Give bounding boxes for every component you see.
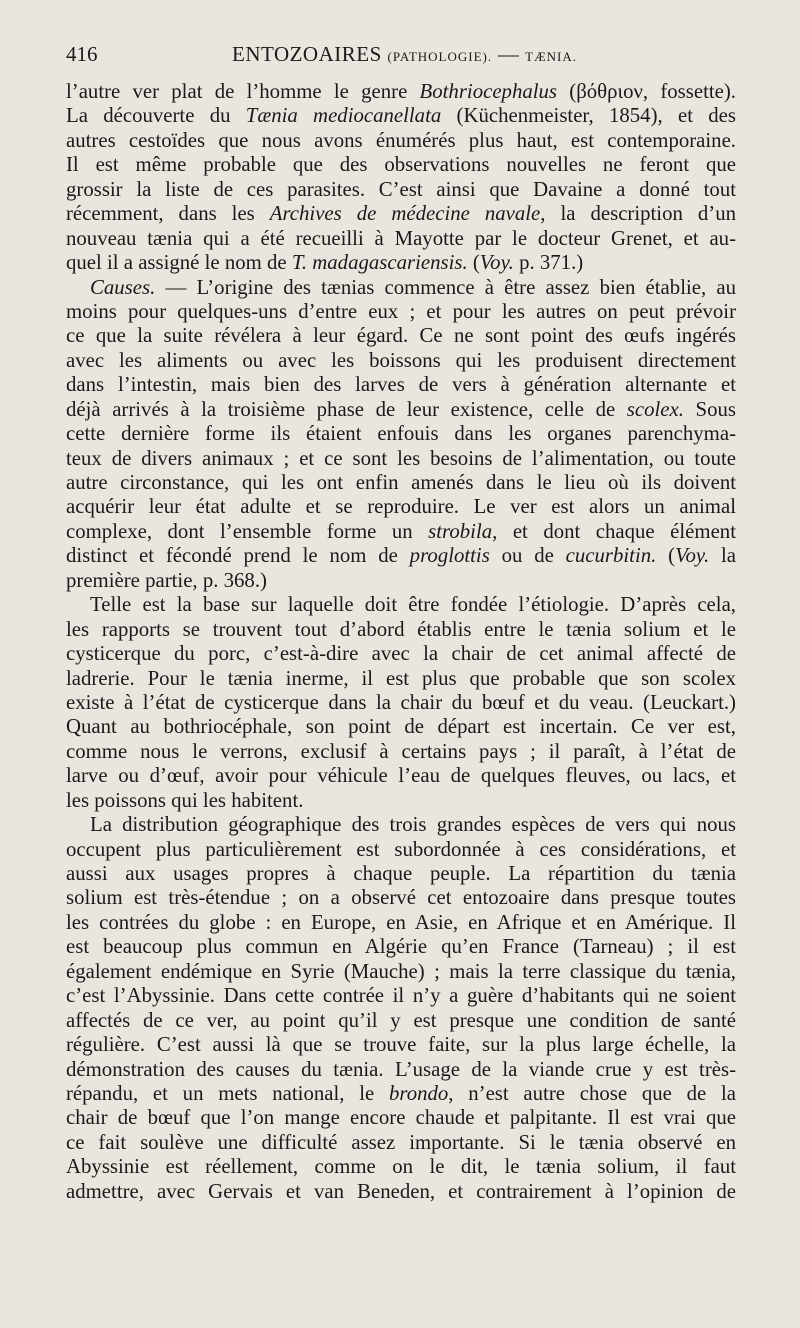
italic-run: Voy. xyxy=(675,544,710,568)
text-run: la xyxy=(709,544,736,568)
text-line xyxy=(66,1180,736,1204)
text-run: solium est très-étendue ; on a observé cet entozoaire dans presque toutes xyxy=(66,886,736,910)
text-line xyxy=(66,495,736,519)
text-run: cette dernière forme ils étaient enfouis dans les organes parenchyma- xyxy=(66,422,736,446)
text-line xyxy=(66,153,736,177)
text-line xyxy=(66,715,736,739)
text-run: moins pour quelques-uns d’entre eux ; et pour les autres on peut prévoir xyxy=(66,299,736,323)
text-line xyxy=(66,300,736,324)
text-line xyxy=(66,422,736,446)
italic-run: Tænia mediocanellata xyxy=(245,104,442,128)
text-line xyxy=(66,398,736,422)
text-run: distinct et fécondé prend le nom de xyxy=(66,544,410,568)
text-line xyxy=(66,691,736,715)
text-run: dans l’intestin, mais bien des larves de vers à génération alternante et xyxy=(66,373,736,397)
text-line xyxy=(66,80,736,104)
text-run: — L’origine des tænias commence à être assez bien établie, au xyxy=(155,275,736,299)
text-line xyxy=(66,447,736,471)
text-run: régulière. C’est aussi là que se trouve faite, sur la plus large échelle, la xyxy=(66,1033,736,1057)
text-line xyxy=(66,642,736,666)
text-line xyxy=(66,886,736,910)
body-text xyxy=(66,80,736,1204)
text-run: les rapports se trouvent tout d’abord établis entre le tænia solium et le xyxy=(66,617,736,641)
italic-run: proglottis xyxy=(409,544,490,568)
italic-run: strobila xyxy=(428,519,493,543)
text-line xyxy=(66,324,736,348)
text-run: ou de xyxy=(489,544,566,568)
italic-run: Archives de médecine navale xyxy=(269,202,541,226)
text-run: est beaucoup plus commun en Algérie qu’en France (Tarneau) ; il est xyxy=(66,935,736,959)
text-run: également endémique en Syrie (Mauche) ; mais la terre classique du tænia, xyxy=(66,959,736,983)
text-run: déjà arrivés à la troisième phase de leur existence, celle de xyxy=(66,397,627,421)
text-run: affectés de ce ver, au point qu’il y est presque une condition de santé xyxy=(66,1008,736,1032)
text-run: autres cestoïdes que nous avons énumérés plus haut, est contemporaine. xyxy=(66,128,736,152)
text-line xyxy=(66,740,736,764)
text-run: les poissons qui les habitent. xyxy=(66,788,304,812)
text-run: p. 371.) xyxy=(513,251,584,275)
header-subject: TÆNIA. xyxy=(525,49,577,64)
italic-run: scolex. xyxy=(626,397,684,421)
page-number: 416 xyxy=(66,42,98,66)
header-dash: — xyxy=(497,42,520,66)
text-line xyxy=(66,104,736,128)
text-run: première partie, p. 368.) xyxy=(66,568,267,592)
text-run: autre circonstance, qui les ont enfin amenés dans le lieu où ils doivent xyxy=(66,471,736,494)
italic-run: Voy. xyxy=(479,251,514,275)
text-run: existe à l’état de cysticerque dans la chair du bœuf et du veau. (Leuckart.) xyxy=(66,690,736,714)
text-run: Telle est la base sur laquelle doit être fondée l’étiologie. D’après cela, xyxy=(90,593,736,617)
text-run: Il est même probable que des observations nouvelles ne feront que xyxy=(66,153,736,177)
text-run: quel il a assigné le nom de xyxy=(66,251,292,275)
text-line xyxy=(66,520,736,544)
text-run: récemment, dans les xyxy=(66,202,270,226)
text-line xyxy=(66,593,736,617)
running-title xyxy=(232,42,577,67)
text-run: La découverte du xyxy=(66,104,246,128)
text-run: chair de bœuf que l’on mange encore chaude et palpitante. Il est vrai que xyxy=(66,1106,736,1130)
text-line xyxy=(66,129,736,153)
header-title: ENTOZOAIRES xyxy=(232,42,382,66)
text-run: ( xyxy=(467,251,480,275)
text-run: les contrées du globe : en Europe, en Asie, en Afrique et en Amérique. Il xyxy=(66,910,736,934)
text-run: (Küchenmeister, 1854), et des xyxy=(441,104,736,128)
text-line xyxy=(66,1131,736,1155)
text-line xyxy=(66,373,736,397)
text-run: comme nous le verrons, exclusif à certains pays ; il paraît, à l’état de xyxy=(66,739,736,763)
text-line xyxy=(66,911,736,935)
italic-run: T. madagascariensis. xyxy=(291,251,468,275)
text-run: démonstration des causes du tænia. L’usage de la viande crue y est très- xyxy=(66,1057,736,1081)
text-run: nouveau tænia qui a été recueilli à Mayotte par le docteur Grenet, et au- xyxy=(66,226,736,250)
text-line xyxy=(66,1033,736,1057)
text-line xyxy=(66,813,736,837)
italic-run: Causes. xyxy=(90,275,156,299)
text-line xyxy=(66,569,736,593)
text-run: l’autre ver plat de l’homme le genre xyxy=(66,80,420,103)
text-line xyxy=(66,789,736,813)
text-line xyxy=(66,984,736,1008)
text-run: teux de divers animaux ; et ce sont les besoins de l’alimentation, ou toute xyxy=(66,446,736,470)
text-run: complexe, dont l’ensemble forme un xyxy=(66,519,429,543)
text-run: ( xyxy=(656,544,676,568)
text-run: Quant au bothriocéphale, son point de départ est incertain. Ce ver est, xyxy=(66,715,736,739)
italic-run: Bothriocephalus xyxy=(419,80,558,103)
text-run: Sous xyxy=(683,397,736,421)
text-line xyxy=(66,1058,736,1082)
text-run: grossir la liste de ces parasites. C’est ainsi que Davaine a donné tout xyxy=(66,177,736,201)
text-line xyxy=(66,227,736,251)
text-run: Abyssinie est réellement, comme on le dit, le tænia solium, il faut xyxy=(66,1155,736,1179)
italic-run: cucurbitin. xyxy=(565,544,657,568)
text-line xyxy=(66,618,736,642)
text-line xyxy=(66,1009,736,1033)
text-run: acquérir leur état adulte et se reproduire. Le ver est alors un animal xyxy=(66,495,736,519)
text-run: ladrerie. Pour le tænia inerme, il est plus que probable que son scolex xyxy=(66,666,736,690)
text-line xyxy=(66,667,736,691)
text-run: cysticerque du porc, c’est-à-dire avec la chair de cet animal affecté de xyxy=(66,642,736,666)
running-header xyxy=(66,42,736,72)
text-line xyxy=(66,960,736,984)
text-run: , la description d’un xyxy=(540,202,736,226)
text-run: ce que la suite révélera à leur égard. Ce ne sont point des œufs ingérés xyxy=(66,324,736,348)
text-run: , et dont chaque élément xyxy=(492,519,736,543)
text-run: occupent plus particulièrement est subordonnée à ces considérations, et xyxy=(66,837,736,861)
text-line xyxy=(66,764,736,788)
text-line xyxy=(66,1106,736,1130)
text-line xyxy=(66,471,736,495)
text-run: c’est l’Abyssinie. Dans cette contrée il n’y a guère d’habitants qui ne soient xyxy=(66,984,736,1008)
text-run: avec les aliments ou avec les boissons qui les produisent directement xyxy=(66,348,736,372)
text-line xyxy=(66,202,736,226)
text-line xyxy=(66,544,736,568)
text-run: ce fait soulève une difficulté assez importante. Si le tænia observé en xyxy=(66,1130,736,1154)
text-run: (βόθριον, fossette). xyxy=(557,80,736,103)
text-line xyxy=(66,935,736,959)
text-run: larve ou d’œuf, avoir pour véhicule l’eau de quelques fleuves, ou lacs, et xyxy=(66,764,736,788)
text-line xyxy=(66,251,736,275)
text-line xyxy=(66,838,736,862)
text-run: répandu, et un mets national, le xyxy=(66,1081,389,1105)
text-line xyxy=(66,349,736,373)
text-run: , n’est autre chose que de la xyxy=(448,1081,736,1105)
italic-run: brondo xyxy=(388,1081,449,1105)
text-line xyxy=(66,1082,736,1106)
text-line xyxy=(66,862,736,886)
text-run: aussi aux usages propres à chaque peuple. La répartition du tænia xyxy=(66,862,736,885)
text-line xyxy=(66,276,736,300)
header-section: (PATHOLOGIE). xyxy=(387,49,493,64)
text-line xyxy=(66,178,736,202)
text-run: admettre, avec Gervais et van Beneden, et contrairement à l’opinion de xyxy=(66,1179,736,1203)
text-line xyxy=(66,1155,736,1179)
text-run: La distribution géographique des trois grandes espèces de vers qui nous xyxy=(90,813,736,837)
